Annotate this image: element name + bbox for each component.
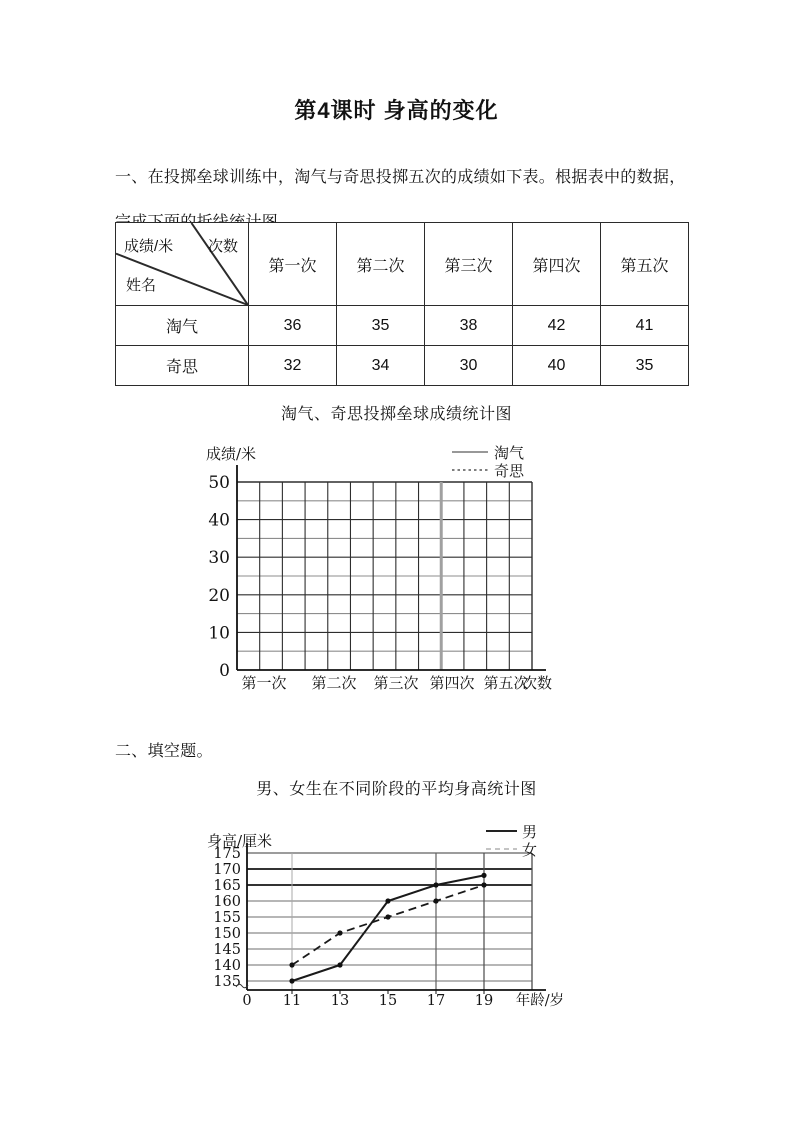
- x-tick-label: 15: [378, 993, 398, 1009]
- y-tick-label: 30: [208, 548, 230, 569]
- corner-label-name: 姓名: [126, 277, 157, 294]
- score-cell: 35: [601, 346, 689, 386]
- row-name: 奇思: [116, 346, 249, 386]
- chart1-canvas: [195, 438, 600, 704]
- score-cell: 38: [425, 306, 513, 346]
- x-tick-label: 19: [474, 993, 494, 1009]
- score-cell: 42: [513, 306, 601, 346]
- x-tick-label: 第二次: [311, 674, 357, 692]
- column-header: 第三次: [425, 223, 513, 306]
- y-tick-label: 145: [213, 942, 241, 958]
- legend-label-girl: 女: [522, 841, 538, 859]
- column-header: 第四次: [513, 223, 601, 306]
- x-tick-label: 第四次: [429, 674, 475, 692]
- y-tick-label: 10: [208, 623, 230, 644]
- data-point-男: [481, 873, 486, 878]
- x-tick-label: 13: [330, 993, 350, 1009]
- y-tick-label: 175: [213, 846, 241, 862]
- data-point-女: [289, 962, 294, 967]
- score-cell: 40: [513, 346, 601, 386]
- data-point-男: [433, 882, 438, 887]
- x-tick-label: 17: [426, 993, 446, 1009]
- problem1-text-line1: 一、在投掷垒球训练中，淘气与奇思投掷五次的成绩如下表。根据表中的数据，: [115, 169, 686, 186]
- column-header: 第五次: [601, 223, 689, 306]
- y-tick-label: 155: [213, 910, 241, 926]
- corner-label-score: 成绩/米: [124, 238, 174, 255]
- table-row: [116, 346, 689, 386]
- data-point-男: [337, 962, 342, 967]
- score-cell: 36: [249, 306, 337, 346]
- y-axis-label: 成绩/米: [206, 445, 257, 463]
- legend-label-qisi: 奇思: [494, 462, 525, 480]
- y-tick-label: 170: [213, 862, 241, 878]
- y-axis-label: 身高/厘米: [207, 832, 273, 850]
- chart2-canvas: [195, 818, 600, 1018]
- legend-label-boy: 男: [522, 823, 538, 841]
- origin-label: 0: [242, 993, 252, 1009]
- y-tick-label: 165: [213, 878, 241, 894]
- x-tick-label: 11: [282, 993, 302, 1009]
- column-header: 第二次: [337, 223, 425, 306]
- row-name: 淘气: [116, 306, 249, 346]
- y-tick-label: 40: [208, 510, 230, 531]
- table-row: [116, 306, 689, 346]
- y-tick-label: 0: [219, 661, 230, 681]
- y-tick-label: 50: [208, 473, 230, 493]
- series-line-女: [292, 885, 484, 965]
- x-tick-label: 第三次: [373, 674, 419, 692]
- chart1-title: 淘气、奇思投掷垒球成绩统计图: [280, 406, 512, 423]
- y-tick-label: 140: [213, 958, 241, 974]
- y-tick-label: 150: [213, 926, 241, 942]
- y-tick-label: 160: [213, 894, 241, 910]
- x-axis-label: 次数: [521, 674, 553, 692]
- y-tick-label: 135: [213, 974, 241, 990]
- legend-label-taoqi: 淘气: [494, 444, 525, 462]
- data-point-男: [289, 978, 294, 983]
- score-cell: 32: [249, 346, 337, 386]
- data-point-女: [481, 882, 486, 887]
- data-point-男: [385, 898, 390, 903]
- page-title: 第4课时 身高的变化: [294, 98, 499, 123]
- y-tick-label: 20: [208, 585, 230, 606]
- corner-label-times: 次数: [207, 238, 238, 255]
- x-tick-label: 第五次: [483, 674, 529, 692]
- column-header: 第一次: [249, 223, 337, 306]
- data-point-女: [433, 898, 438, 903]
- table-corner-cell: [116, 223, 249, 306]
- score-table: [115, 222, 689, 386]
- x-tick-label: 第一次: [241, 674, 287, 692]
- score-cell: 41: [601, 306, 689, 346]
- score-cell: 34: [337, 346, 425, 386]
- data-point-女: [385, 914, 390, 919]
- score-cell: 30: [425, 346, 513, 386]
- x-axis-label: 年龄/岁: [515, 993, 565, 1009]
- chart2-title: 男、女生在不同阶段的平均身高统计图: [256, 781, 537, 798]
- section2-heading: 二、填空题。: [115, 743, 213, 760]
- data-point-女: [337, 930, 342, 935]
- score-cell: 35: [337, 306, 425, 346]
